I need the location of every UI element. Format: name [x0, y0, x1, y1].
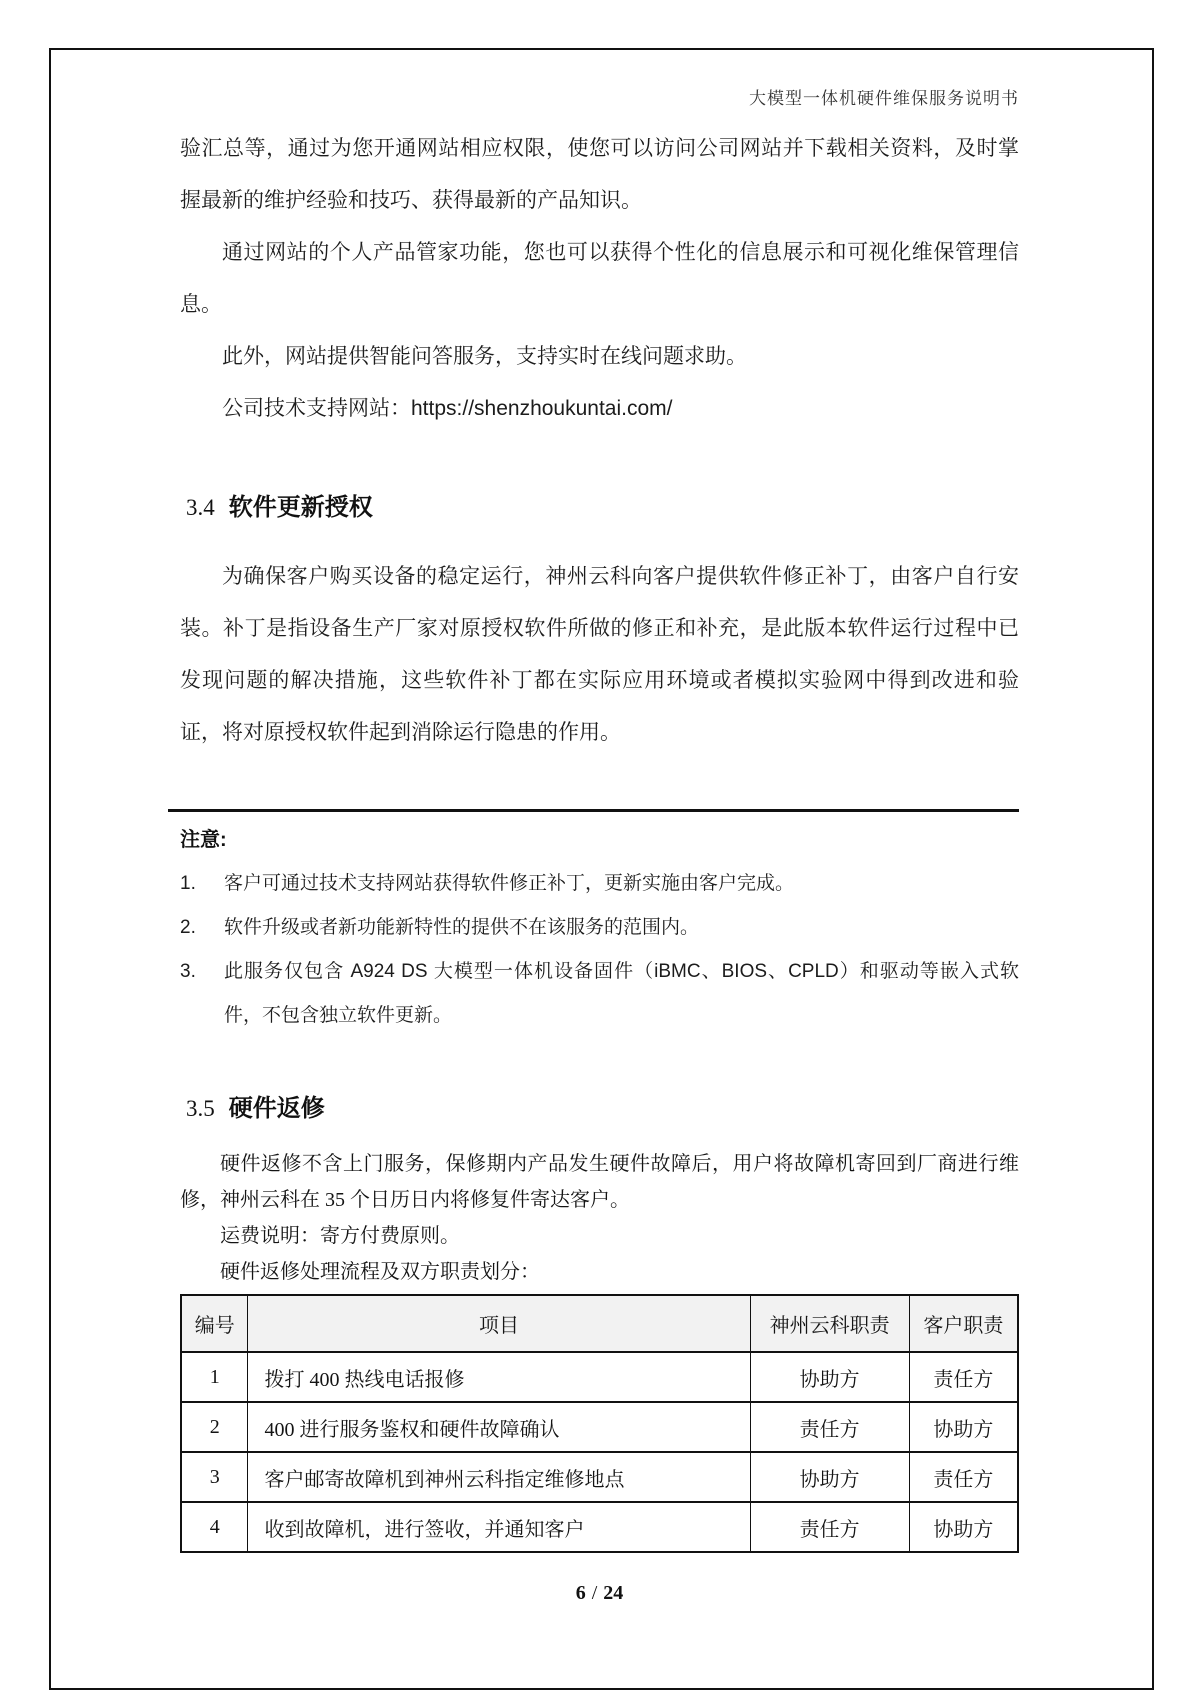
- cell-number: 3: [181, 1452, 248, 1502]
- cell-item: 400 进行服务鉴权和硬件故障确认: [248, 1402, 750, 1452]
- note-item-text: 软件升级或者新功能新特性的提供不在该服务的范围内。: [224, 917, 700, 938]
- cell-customer-duty: 责任方: [909, 1452, 1018, 1502]
- cell-number: 4: [181, 1502, 248, 1552]
- column-header-vendor-duty: 神州云科职责: [750, 1295, 909, 1352]
- page-footer: [180, 1582, 1019, 1605]
- table-header-row: [181, 1295, 1018, 1352]
- footer-page-number: 6: [575, 1582, 586, 1604]
- cell-vendor-duty: 协助方: [750, 1352, 909, 1402]
- cell-customer-duty: 协助方: [909, 1502, 1018, 1552]
- note-label: 注意:: [180, 829, 227, 851]
- section-3-5-paragraph-3: 硬件返修处理流程及双方职责划分：: [220, 1261, 540, 1283]
- column-header-number: 编号: [181, 1295, 248, 1352]
- intro-paragraph-1: 验汇总等，通过为您开通网站相应权限，使您可以访问公司网站并下载相关资料，及时掌握最新的维护经验和技巧、获得最新的产品知识。: [180, 137, 1019, 212]
- section-3-4-body: 为确保客户购买设备的稳定运行，神州云科向客户提供软件修正补丁，由客户自行安装。补丁是指设备生产厂家对原授权软件所做的修正和补充，是此版本软件运行过程中已发现问题的解决措施，这些软件补丁都在实际应用环境或者模拟实验网中得到改进和验证，将对原授权软件起到消除运行隐患的作用。: [180, 565, 1019, 744]
- section-number-3-4: 3.4: [186, 495, 215, 520]
- section-3-5-paragraph-2: 运费说明：寄方付费原则。: [220, 1225, 460, 1247]
- note-divider-rule: [168, 809, 1019, 812]
- note-item-text: 客户可通过技术支持网站获得软件修正补丁，更新实施由客户完成。: [224, 873, 795, 894]
- cell-number: 1: [181, 1352, 248, 1402]
- document-header-title: 大模型一体机硬件维保服务说明书: [749, 89, 1019, 108]
- responsibility-table: [180, 1294, 1019, 1553]
- note-list-item: [180, 950, 1019, 1038]
- table-row: [181, 1452, 1018, 1502]
- column-header-customer-duty: 客户职责: [909, 1295, 1018, 1352]
- cell-vendor-duty: 责任方: [750, 1502, 909, 1552]
- cell-customer-duty: 责任方: [909, 1352, 1018, 1402]
- note-list-item: [180, 906, 1019, 950]
- note-list: [180, 862, 1019, 1038]
- intro-paragraph-support-url: 公司技术支持网站：https://shenzhoukuntai.com/: [222, 397, 673, 420]
- note-item-number: 2.: [180, 917, 196, 938]
- cell-vendor-duty: 责任方: [750, 1402, 909, 1452]
- cell-item: 收到故障机，进行签收，并通知客户: [248, 1502, 750, 1552]
- intro-paragraph-2: 通过网站的个人产品管家功能，您也可以获得个性化的信息展示和可视化维保管理信息。: [180, 241, 1019, 316]
- section-title-3-4: 软件更新授权: [228, 494, 373, 521]
- cell-customer-duty: 协助方: [909, 1402, 1018, 1452]
- cell-item: 拨打 400 热线电话报修: [248, 1352, 750, 1402]
- section-3-5-paragraph-1: 硬件返修不含上门服务，保修期内产品发生硬件故障后，用户将故障机寄回到厂商进行维修，神州云科在 35 个日历日内将修复件寄达客户。: [180, 1153, 1019, 1211]
- document-content: [180, 0, 1019, 1553]
- section-title-3-5: 硬件返修: [228, 1095, 325, 1122]
- table-row: [181, 1352, 1018, 1402]
- intro-paragraph-3: 此外，网站提供智能问答服务，支持实时在线问题求助。: [222, 345, 747, 368]
- note-item-number: 3.: [180, 961, 196, 982]
- table-row: [181, 1402, 1018, 1452]
- section-number-3-5: 3.5: [186, 1096, 215, 1121]
- footer-total-pages: 24: [603, 1582, 624, 1604]
- cell-vendor-duty: 协助方: [750, 1452, 909, 1502]
- section-heading-3-4: [180, 487, 1019, 521]
- section-3-5-body: [180, 1146, 1019, 1290]
- note-item-number: 1.: [180, 873, 196, 894]
- section-heading-3-5: [180, 1088, 1019, 1122]
- footer-separator: /: [591, 1582, 598, 1604]
- note-item-text: 此服务仅包含 A924 DS 大模型一体机设备固件（iBMC、BIOS、CPLD）和驱动等嵌入式软件，不包含独立软件更新。: [224, 961, 1019, 1026]
- cell-number: 2: [181, 1402, 248, 1452]
- note-list-item: [180, 862, 1019, 906]
- column-header-item: 项目: [248, 1295, 750, 1352]
- table-row: [181, 1502, 1018, 1552]
- cell-item: 客户邮寄故障机到神州云科指定维修地点: [248, 1452, 750, 1502]
